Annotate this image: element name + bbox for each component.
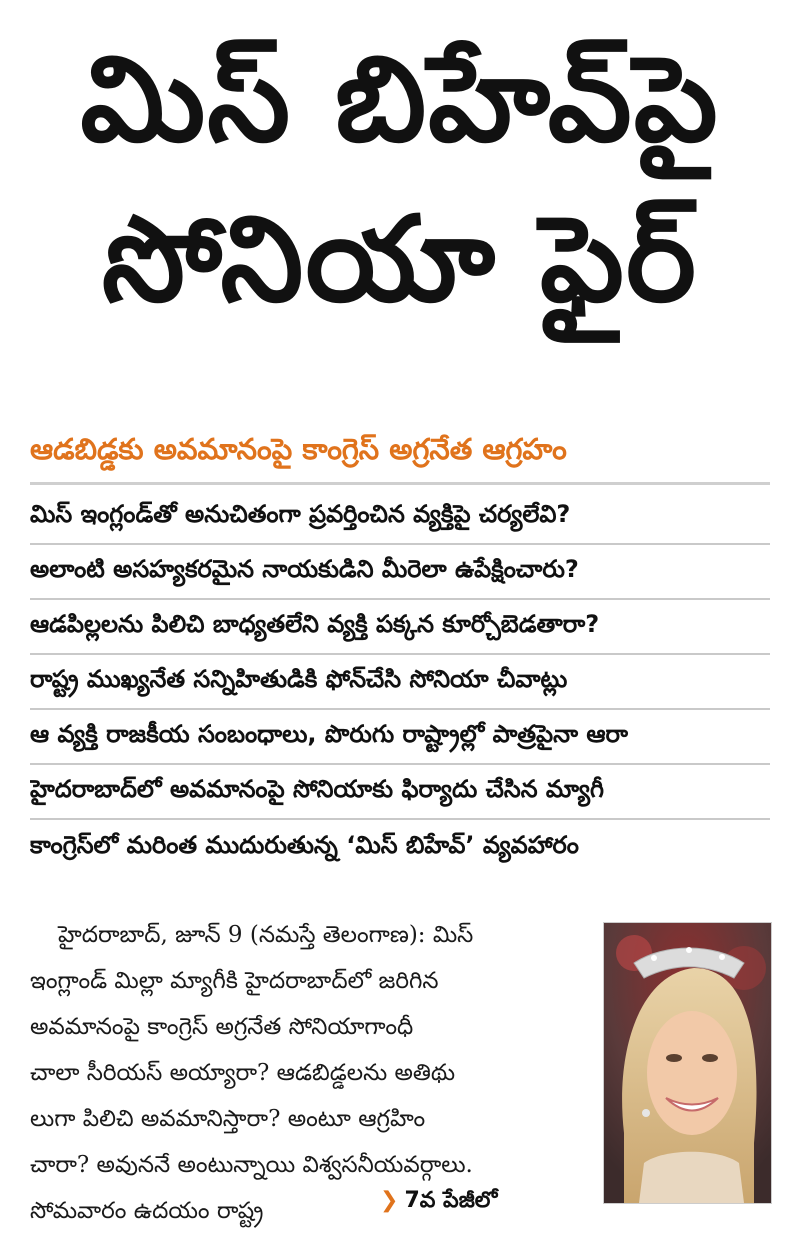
headline-line-1: మిస్ బిహేవ్‌పై [80, 30, 720, 168]
article-photo [603, 922, 772, 1204]
body-line: ఇంగ్లాండ్ మిల్లా మ్యాగీకి హైదరాబాద్‌లో జరిగిన [30, 968, 439, 994]
highlight-item: ఆ వ్యక్తి రాజకీయ సంబంధాలు, పొరుగు రాష్ట్రాల్లో పాత్రపైనా ఆరా [30, 710, 770, 765]
body-line: అవమానంపై కాంగ్రెస్ అగ్రనేత సోనియాగాంధీ [30, 1014, 414, 1040]
highlight-item: కాంగ్రెస్‌లో మరింత ముదురుతున్న ‘మిస్ బిహేవ్’ వ్యవహారం [30, 830, 579, 859]
highlight-item: అలాంటి అసహ్యకరమైన నాయకుడిని మీరెలా ఉపేక్షించారు? [30, 545, 770, 600]
subheadline-rule [30, 482, 770, 485]
body-line: హైదరాబాద్, జూన్ 9 (నమస్తే తెలంగాణ): మిస్ [58, 922, 474, 948]
continued-label: 7వ పేజీలో [404, 1188, 498, 1213]
body-line: సోమవారం ఉదయం రాష్ట్ర [30, 1198, 264, 1224]
chevron-right-icon: ❯ [380, 1188, 399, 1213]
body-line: చాలా సీరియస్ అయ్యారా? ఆడబిడ్డలను అతిథు [30, 1060, 456, 1086]
continued-on-page [380, 1188, 497, 1218]
article-body [30, 912, 590, 1234]
subheadline: ఆడబిడ్డకు అవమానంపై కాంగ్రెస్ అగ్రనేత ఆగ్రహం [30, 432, 567, 466]
highlight-item: రాష్ట్ర ముఖ్యనేత సన్నిహితుడికి ఫోన్‌చేసి సోనియా చీవాట్లు [30, 655, 770, 710]
portrait-image [604, 923, 771, 1203]
body-line: చారా? అవుననే అంటున్నాయి విశ్వసనీయవర్గాలు. [30, 1152, 473, 1178]
headline-line-2: సోనియా ఫైర్ [102, 190, 698, 328]
highlight-item: ఆడపిల్లలను పిలిచి బాధ్యతలేని వ్యక్తి పక్కన కూర్చోబెడతారా? [30, 600, 770, 655]
highlight-list [30, 490, 770, 875]
highlight-item: మిస్ ఇంగ్లండ్‌తో అనుచితంగా ప్రవర్తించిన వ్యక్తిపై చర్యలేవి? [30, 490, 770, 545]
highlight-item: హైదరాబాద్‌లో అవమానంపై సోనియాకు ఫిర్యాదు చేసిన మ్యాగీ [30, 765, 770, 820]
body-line: లుగా పిలిచి అవమానిస్తారా? అంటూ ఆగ్రహిం [30, 1106, 426, 1132]
